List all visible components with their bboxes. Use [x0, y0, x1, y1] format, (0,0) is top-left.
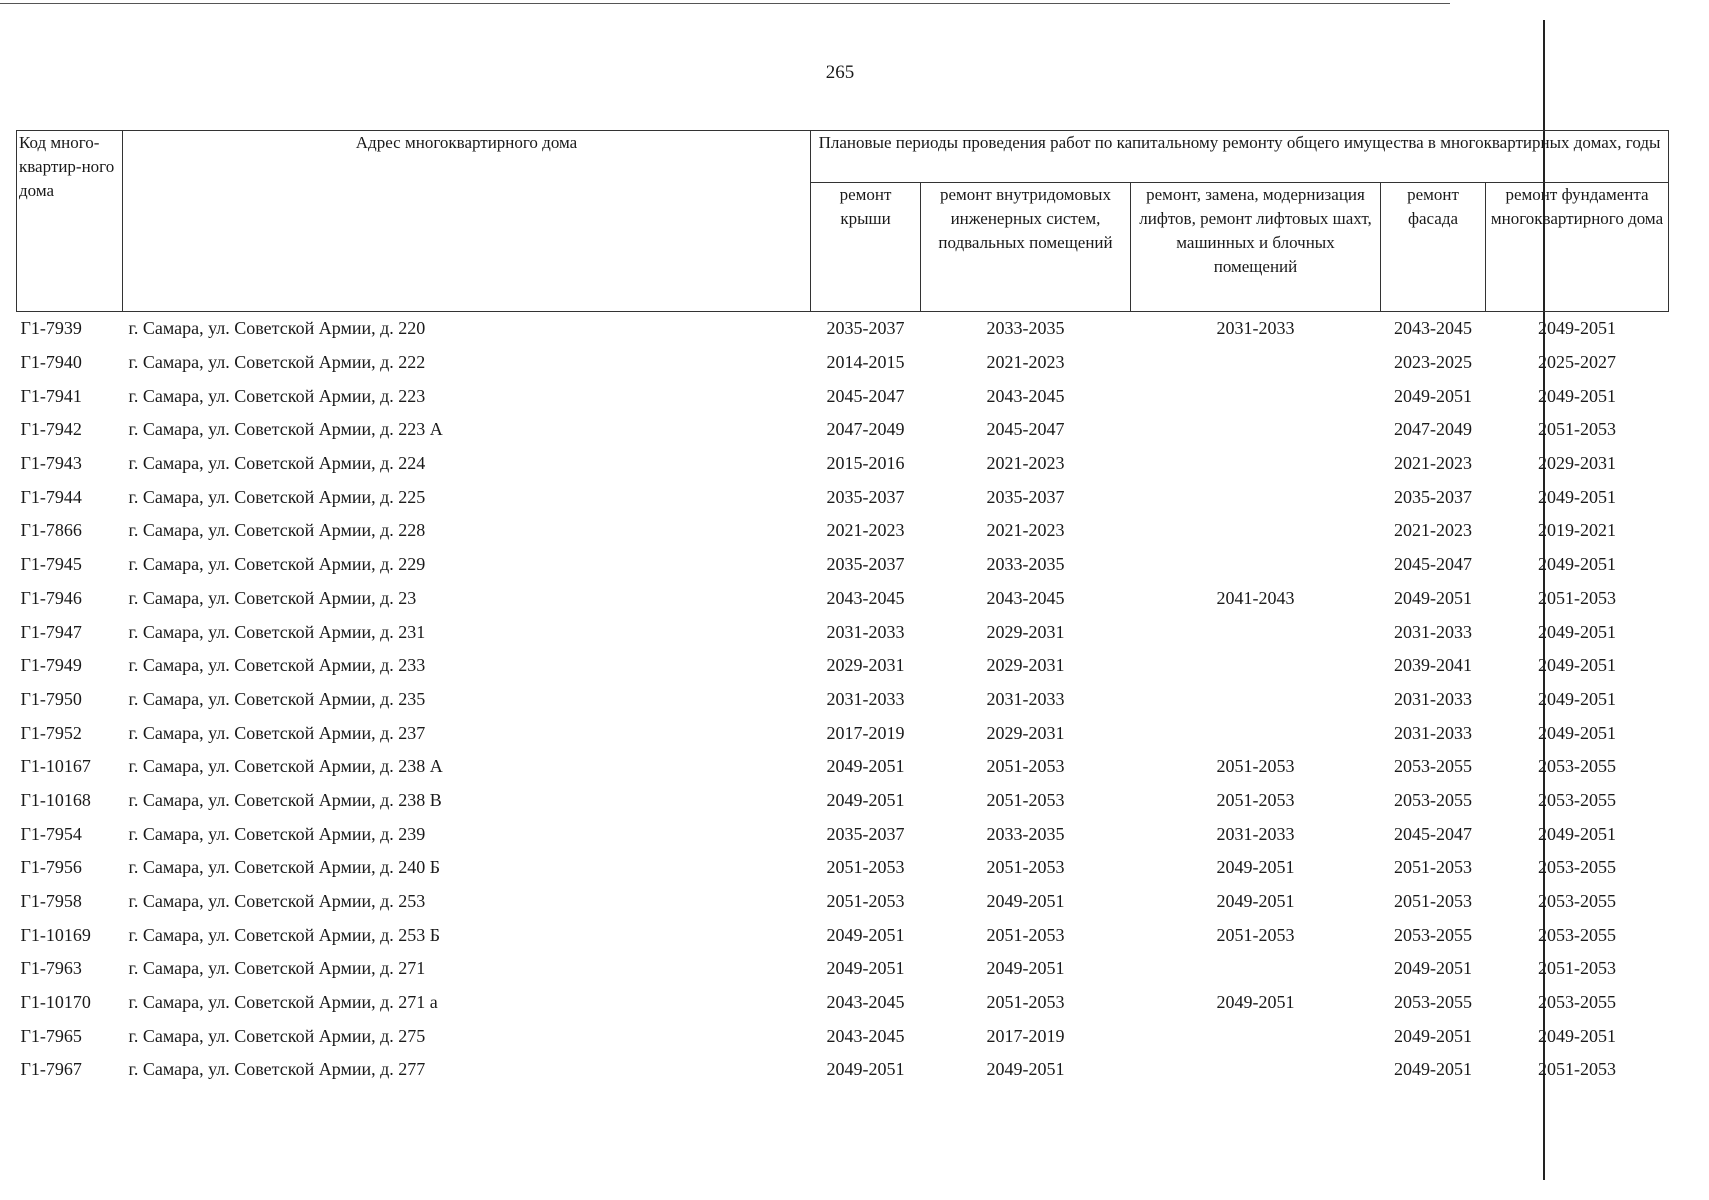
table-row: [17, 480, 1669, 514]
cell-roof: 2029-2031: [826, 655, 905, 676]
cell-code: Г1-7956: [20, 857, 82, 878]
table-row: [17, 548, 1669, 582]
table-row: [17, 716, 1669, 750]
cell-address: г. Самара, ул. Советской Армии, д. 239: [128, 823, 426, 844]
cell-address: г. Самара, ул. Советской Армии, д. 23: [128, 587, 417, 608]
table-row: [17, 918, 1669, 952]
cell-engineering: 2051-2053: [986, 789, 1065, 810]
cell-address: г. Самара, ул. Советской Армии, д. 225: [128, 486, 426, 507]
cell-elevator: 2031-2033: [1216, 823, 1295, 844]
cell-code: Г1-7949: [20, 655, 82, 676]
cell-foundation: 2049-2051: [1538, 318, 1617, 339]
cell-address: г. Самара, ул. Советской Армии, д. 231: [128, 621, 426, 642]
cell-engineering: 2035-2037: [986, 486, 1065, 507]
cell-facade: 2049-2051: [1394, 1025, 1472, 1046]
cell-roof: 2015-2016: [826, 453, 905, 474]
cell-code: Г1-10169: [20, 924, 91, 945]
cell-facade: 2023-2025: [1394, 352, 1472, 373]
cell-facade: 2031-2033: [1394, 722, 1472, 743]
cell-address: г. Самара, ул. Советской Армии, д. 275: [128, 1025, 426, 1046]
capital-repair-table: [16, 130, 1669, 1087]
table-row: [17, 1019, 1669, 1053]
cell-code: Г1-7942: [20, 419, 82, 440]
cell-engineering: 2033-2035: [986, 318, 1065, 339]
cell-roof: 2014-2015: [826, 352, 905, 373]
page-number: 265: [825, 62, 855, 83]
cell-elevator: [1131, 413, 1381, 447]
cell-address: г. Самара, ул. Советской Армии, д. 223 А: [128, 419, 443, 440]
cell-facade: 2051-2053: [1394, 891, 1472, 912]
cell-code: Г1-7941: [20, 385, 82, 406]
cell-code: Г1-7866: [20, 520, 82, 541]
cell-facade: 2035-2037: [1394, 486, 1472, 507]
cell-address: г. Самара, ул. Советской Армии, д. 240 Б: [128, 857, 441, 878]
cell-facade: 2031-2033: [1394, 688, 1472, 709]
cell-elevator: 2051-2053: [1216, 789, 1295, 810]
header-roof: ремонт крыши: [811, 183, 921, 312]
cell-code: Г1-7943: [20, 453, 82, 474]
cell-address: г. Самара, ул. Советской Армии, д. 253 Б: [128, 924, 441, 945]
cell-elevator: [1131, 716, 1381, 750]
cell-facade: 2049-2051: [1394, 385, 1472, 406]
cell-foundation: 2053-2055: [1538, 857, 1617, 878]
cell-facade: 2053-2055: [1394, 924, 1472, 945]
table-header: [17, 131, 1669, 312]
cell-code: Г1-7954: [20, 823, 82, 844]
cell-foundation: 2049-2051: [1538, 385, 1617, 406]
cell-elevator: [1131, 649, 1381, 683]
cell-code: Г1-10168: [20, 789, 91, 810]
cell-engineering: 2029-2031: [986, 655, 1065, 676]
cell-engineering: 2051-2053: [986, 857, 1065, 878]
header-code: Код много-квартир-ного дома: [17, 131, 123, 312]
cell-foundation: 2049-2051: [1538, 1025, 1617, 1046]
cell-code: Г1-7965: [20, 1025, 82, 1046]
cell-code: Г1-7945: [20, 554, 82, 575]
table-row: [17, 885, 1669, 919]
header-foundation: ремонт фундамента многоквартирного дома: [1486, 183, 1669, 312]
cell-elevator: [1131, 615, 1381, 649]
cell-address: г. Самара, ул. Советской Армии, д. 277: [128, 1059, 426, 1080]
cell-foundation: 2053-2055: [1538, 789, 1617, 810]
cell-engineering: 2029-2031: [986, 722, 1065, 743]
cell-address: г. Самара, ул. Советской Армии, д. 235: [128, 688, 426, 709]
cell-roof: 2047-2049: [826, 419, 905, 440]
cell-elevator: [1131, 952, 1381, 986]
cell-roof: 2043-2045: [826, 587, 905, 608]
cell-roof: 2035-2037: [826, 318, 905, 339]
cell-roof: 2051-2053: [826, 857, 905, 878]
cell-foundation: 2053-2055: [1538, 756, 1617, 777]
cell-elevator: [1131, 480, 1381, 514]
table-row: [17, 346, 1669, 380]
cell-engineering: 2021-2023: [986, 453, 1065, 474]
cell-engineering: 2049-2051: [986, 958, 1065, 979]
header-facade: ремонт фасада: [1381, 183, 1486, 312]
cell-engineering: 2033-2035: [986, 823, 1065, 844]
cell-code: Г1-7952: [20, 722, 82, 743]
cell-elevator: [1131, 548, 1381, 582]
table-row: [17, 447, 1669, 481]
table-row: [17, 817, 1669, 851]
cell-foundation: 2049-2051: [1538, 688, 1617, 709]
top-rule: [0, 3, 1450, 4]
cell-elevator: 2051-2053: [1216, 756, 1295, 777]
cell-code: Г1-10167: [20, 756, 91, 777]
cell-code: Г1-7947: [20, 621, 82, 642]
cell-foundation: 2053-2055: [1538, 891, 1617, 912]
cell-roof: 2031-2033: [826, 621, 905, 642]
cell-roof: 2049-2051: [826, 1059, 905, 1080]
cell-roof: 2045-2047: [826, 385, 905, 406]
cell-elevator: [1131, 1053, 1381, 1087]
cell-facade: 2021-2023: [1394, 453, 1472, 474]
cell-engineering: 2033-2035: [986, 554, 1065, 575]
cell-address: г. Самара, ул. Советской Армии, д. 220: [128, 318, 426, 339]
cell-address: г. Самара, ул. Советской Армии, д. 238 А: [128, 756, 443, 777]
cell-code: Г1-10170: [20, 992, 91, 1013]
header-planned-periods: Плановые периоды проведения работ по капитальному ремонту общего имущества в многоквартирных домах, годы: [811, 131, 1669, 183]
cell-roof: 2049-2051: [826, 789, 905, 810]
cell-facade: 2053-2055: [1394, 992, 1472, 1013]
cell-facade: 2049-2051: [1394, 1059, 1472, 1080]
cell-elevator: [1131, 1019, 1381, 1053]
cell-facade: 2045-2047: [1394, 554, 1472, 575]
table-row: [17, 312, 1669, 346]
cell-engineering: 2045-2047: [986, 419, 1065, 440]
table-row: [17, 582, 1669, 616]
cell-code: Г1-7950: [20, 688, 82, 709]
table-row: [17, 413, 1669, 447]
cell-facade: 2021-2023: [1394, 520, 1472, 541]
cell-roof: 2051-2053: [826, 891, 905, 912]
cell-roof: 2035-2037: [826, 554, 905, 575]
table-row: [17, 683, 1669, 717]
cell-code: Г1-7940: [20, 352, 82, 373]
cell-roof: 2049-2051: [826, 756, 905, 777]
cell-elevator: 2041-2043: [1216, 587, 1295, 608]
cell-foundation: 2051-2053: [1538, 419, 1617, 440]
cell-facade: 2051-2053: [1394, 857, 1472, 878]
table-row: [17, 649, 1669, 683]
table-row: [17, 514, 1669, 548]
cell-elevator: 2049-2051: [1216, 857, 1295, 878]
cell-facade: 2045-2047: [1394, 823, 1472, 844]
cell-address: г. Самара, ул. Советской Армии, д. 223: [128, 385, 426, 406]
cell-facade: 2049-2051: [1394, 958, 1472, 979]
cell-engineering: 2021-2023: [986, 352, 1065, 373]
cell-address: г. Самара, ул. Советской Армии, д. 253: [128, 891, 426, 912]
cell-roof: 2031-2033: [826, 688, 905, 709]
cell-code: Г1-7944: [20, 486, 82, 507]
cell-facade: 2053-2055: [1394, 756, 1472, 777]
cell-foundation: 2049-2051: [1538, 722, 1617, 743]
cell-elevator: 2031-2033: [1216, 318, 1295, 339]
cell-roof: 2049-2051: [826, 958, 905, 979]
cell-code: Г1-7946: [20, 587, 82, 608]
cell-engineering: 2051-2053: [986, 756, 1065, 777]
header-address: Адрес многоквартирного дома: [123, 131, 811, 312]
cell-engineering: 2049-2051: [986, 1059, 1065, 1080]
cell-roof: 2035-2037: [826, 486, 905, 507]
table-row: [17, 851, 1669, 885]
header-elevator: ремонт, замена, модернизация лифтов, ремонт лифтовых шахт, машинных и блочных помещений: [1131, 183, 1381, 312]
cell-foundation: 2049-2051: [1538, 621, 1617, 642]
cell-foundation: 2025-2027: [1538, 352, 1617, 373]
table-row: [17, 1053, 1669, 1087]
cell-facade: 2053-2055: [1394, 789, 1472, 810]
cell-address: г. Самара, ул. Советской Армии, д. 233: [128, 655, 426, 676]
cell-engineering: 2029-2031: [986, 621, 1065, 642]
cell-elevator: 2049-2051: [1216, 992, 1295, 1013]
cell-foundation: 2019-2021: [1538, 520, 1617, 541]
capital-repair-table-wrap: [16, 130, 1668, 1087]
table-row: [17, 379, 1669, 413]
cell-roof: 2017-2019: [826, 722, 905, 743]
cell-roof: 2043-2045: [826, 992, 905, 1013]
cell-engineering: 2043-2045: [986, 587, 1065, 608]
cell-foundation: 2053-2055: [1538, 992, 1617, 1013]
cell-foundation: 2051-2053: [1538, 587, 1617, 608]
cell-foundation: 2049-2051: [1538, 655, 1617, 676]
cell-elevator: [1131, 683, 1381, 717]
cell-code: Г1-7939: [20, 318, 82, 339]
cell-elevator: [1131, 379, 1381, 413]
cell-roof: 2049-2051: [826, 924, 905, 945]
cell-facade: 2031-2033: [1394, 621, 1472, 642]
header-engineering: ремонт внутридомовых инженерных систем, подвальных помещений: [921, 183, 1131, 312]
cell-foundation: 2051-2053: [1538, 1059, 1617, 1080]
table-row: [17, 952, 1669, 986]
cell-engineering: 2031-2033: [986, 688, 1065, 709]
cell-roof: 2021-2023: [826, 520, 905, 541]
cell-engineering: 2043-2045: [986, 385, 1065, 406]
cell-foundation: 2029-2031: [1538, 453, 1617, 474]
cell-code: Г1-7958: [20, 891, 82, 912]
cell-roof: 2043-2045: [826, 1025, 905, 1046]
cell-engineering: 2021-2023: [986, 520, 1065, 541]
cell-engineering: 2051-2053: [986, 992, 1065, 1013]
cell-foundation: 2049-2051: [1538, 554, 1617, 575]
table-row: [17, 986, 1669, 1020]
cell-address: г. Самара, ул. Советской Армии, д. 228: [128, 520, 426, 541]
cell-elevator: [1131, 346, 1381, 380]
cell-elevator: 2049-2051: [1216, 891, 1295, 912]
cell-elevator: [1131, 514, 1381, 548]
cell-address: г. Самара, ул. Советской Армии, д. 238 В: [128, 789, 442, 810]
cell-address: г. Самара, ул. Советской Армии, д. 271 а: [128, 992, 438, 1013]
cell-facade: 2047-2049: [1394, 419, 1472, 440]
cell-engineering: 2049-2051: [986, 891, 1065, 912]
table-row: [17, 750, 1669, 784]
cell-address: г. Самара, ул. Советской Армии, д. 222: [128, 352, 426, 373]
cell-code: Г1-7967: [20, 1059, 82, 1080]
table-row: [17, 784, 1669, 818]
cell-foundation: 2053-2055: [1538, 924, 1617, 945]
cell-facade: 2043-2045: [1394, 318, 1472, 339]
cell-engineering: 2051-2053: [986, 924, 1065, 945]
cell-address: г. Самара, ул. Советской Армии, д. 271: [128, 958, 426, 979]
cell-facade: 2039-2041: [1394, 655, 1472, 676]
cell-elevator: [1131, 447, 1381, 481]
cell-address: г. Самара, ул. Советской Армии, д. 229: [128, 554, 426, 575]
cell-foundation: 2051-2053: [1538, 958, 1617, 979]
table-body: [17, 312, 1669, 1087]
cell-foundation: 2049-2051: [1538, 486, 1617, 507]
cell-elevator: 2051-2053: [1216, 924, 1295, 945]
cell-facade: 2049-2051: [1394, 587, 1472, 608]
cell-roof: 2035-2037: [826, 823, 905, 844]
table-row: [17, 615, 1669, 649]
cell-code: Г1-7963: [20, 958, 82, 979]
cell-foundation: 2049-2051: [1538, 823, 1617, 844]
cell-address: г. Самара, ул. Советской Армии, д. 237: [128, 722, 426, 743]
cell-address: г. Самара, ул. Советской Армии, д. 224: [128, 453, 426, 474]
cell-engineering: 2017-2019: [986, 1025, 1065, 1046]
